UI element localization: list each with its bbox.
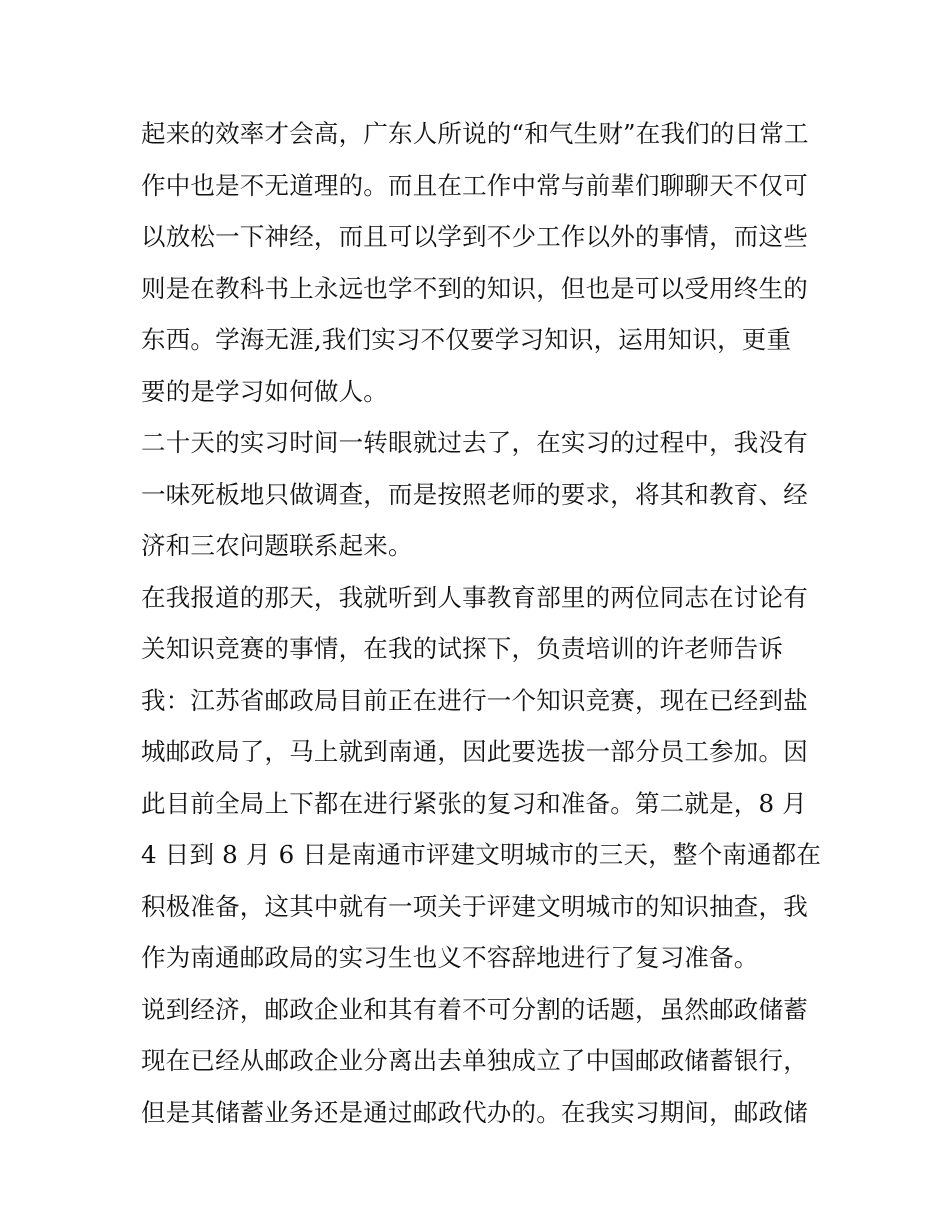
text-line: 以放松一下神经，而且可以学到不少工作以外的事情，而这些 (141, 222, 808, 251)
text-line: 说到经济，邮政企业和其有着不可分割的话题，虽然邮政储蓄 (141, 994, 808, 1024)
text-line: 此目前全局上下都在进行紧张的复习和准备。第二就是，8 月 (141, 788, 807, 818)
text-line: 要的是学习如何做人。 (141, 376, 388, 406)
text-line: 起来的效率才会高，广东人所说的“和气生财”在我们的日常工 (141, 119, 809, 148)
text-line: 积极准备，这其中就有一项关于评建文明城市的知识抽查，我 (141, 891, 808, 921)
text-line: 现在已经从邮政企业分离出去单独成立了中国邮政储蓄银行， (141, 1046, 808, 1075)
text-line: 一味死板地只做调查，而是按照老师的要求，将其和教育、经 (141, 479, 808, 509)
text-line: 则是在教科书上永远也学不到的知识，但也是可以受用终生的 (141, 273, 808, 303)
text-line: 作为南通邮政局的实习生也义不容辞地进行了复习准备。 (141, 943, 759, 972)
text-line: 城邮政局了，马上就到南通，因此要选拔一部分员工参加。因 (141, 737, 808, 766)
text-line: 4 日到 8 月 6 日是南通市评建文明城市的三天，整个南通都在 (141, 840, 822, 869)
text-line: 济和三农问题联系起来。 (141, 531, 413, 560)
text-line: 东西。学海无涯,我们实习不仅要学习知识，运用知识，更重 (141, 325, 792, 354)
text-line: 在我报道的那天，我就听到人事教育部里的两位同志在讨论有 (141, 582, 808, 612)
text-line: 我：江苏省邮政局目前正在进行一个知识竞赛，现在已经到盐 (141, 685, 808, 715)
body-text (141, 108, 822, 1138)
text-line: 但是其储蓄业务还是通过邮政代办的。在我实习期间，邮政储 (141, 1097, 808, 1127)
text-line: 作中也是不无道理的。而且在工作中常与前辈们聊聊天不仅可 (141, 170, 808, 200)
text-line: 二十天的实习时间一转眼就过去了，在实习的过程中，我没有 (141, 428, 808, 457)
text-line: 关知识竞赛的事情，在我的试探下，负责培训的许老师告诉 (141, 634, 784, 663)
